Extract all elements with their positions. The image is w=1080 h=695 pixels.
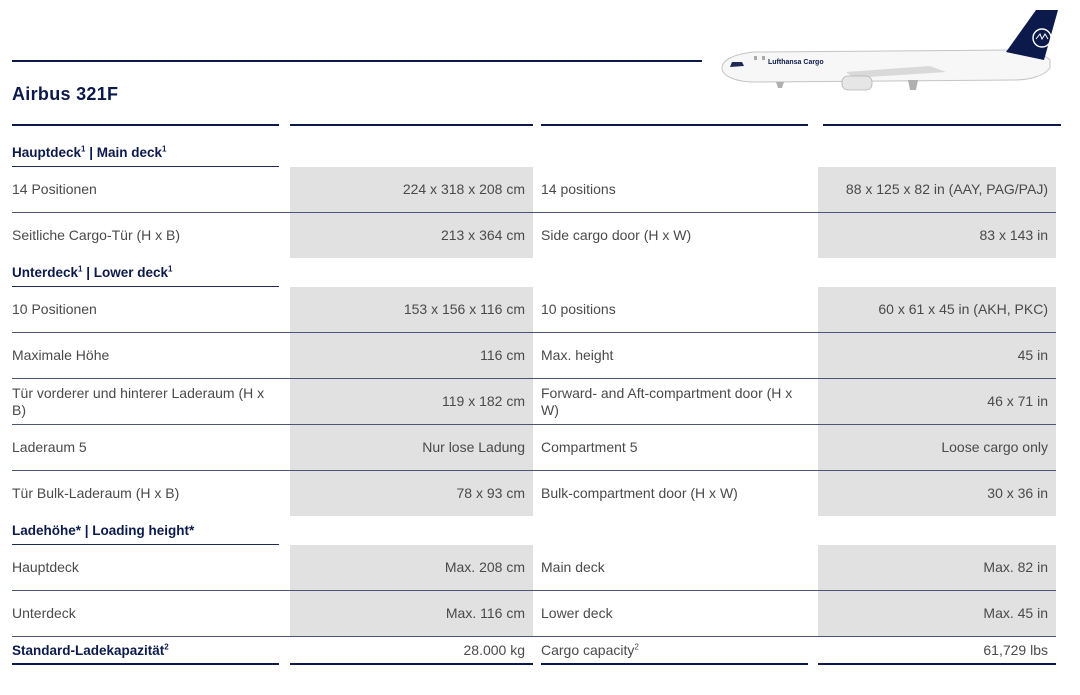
section-lower-deck xyxy=(12,258,1056,287)
value-metric: 78 x 93 cm xyxy=(290,471,533,516)
capacity-label-en: Cargo capacity$^2$ xyxy=(541,637,808,665)
capacity-imperial: 61,729 lbs xyxy=(818,637,1056,665)
table-row xyxy=(12,287,1056,333)
value-metric: 153 x 156 x 116 cm xyxy=(290,287,533,333)
section-heading: Ladehöhe* | Loading height* xyxy=(12,516,279,545)
table-row xyxy=(12,379,1056,425)
capacity-row xyxy=(12,637,1056,665)
specs-table xyxy=(12,138,1056,665)
column-rule-1 xyxy=(12,124,279,126)
value-imperial: Max. 45 in xyxy=(818,591,1056,637)
table-row xyxy=(12,545,1056,591)
value-imperial: 45 in xyxy=(818,333,1056,379)
page-title: Airbus 321F xyxy=(12,84,119,104)
label-en: 10 positions xyxy=(541,287,808,333)
label-en: Forward- and Aft-compartment door (H x W) xyxy=(541,379,808,425)
column-rule-3 xyxy=(541,124,808,126)
section-heading: Unterdeck$^1$ | Lower deck$^1$ xyxy=(12,258,279,287)
label-en: 14 positions xyxy=(541,167,808,213)
section-loading-height xyxy=(12,516,1056,545)
value-metric: 224 x 318 x 208 cm xyxy=(290,167,533,213)
value-imperial: 30 x 36 in xyxy=(818,471,1056,516)
label-de: 14 Positionen xyxy=(12,167,279,213)
value-metric: Nur lose Ladung xyxy=(290,425,533,471)
table-row xyxy=(12,167,1056,213)
value-metric: 213 x 364 cm xyxy=(290,213,533,258)
value-imperial: 88 x 125 x 82 in (AAY, PAG/PAJ) xyxy=(818,167,1056,213)
label-de: Tür Bulk-Laderaum (H x B) xyxy=(12,485,180,501)
column-rule-4 xyxy=(823,124,1061,126)
table-row xyxy=(12,591,1056,637)
label-en: Side cargo door (H x W) xyxy=(541,227,692,243)
label-de: 10 Positionen xyxy=(12,287,279,333)
label-de: Tür vorderer und hinterer Laderaum (H x B) xyxy=(12,379,279,425)
section-heading: Hauptdeck$^1$ | Main deck$^1$ xyxy=(12,138,279,167)
label-en: Bulk-compartment door (H x W) xyxy=(541,485,738,501)
value-metric: 116 cm xyxy=(290,333,533,379)
label-de: Maximale Höhe xyxy=(12,333,279,379)
label-en: Lower deck xyxy=(541,591,808,637)
label-en: Max. height xyxy=(541,333,808,379)
table-row xyxy=(12,333,1056,379)
capacity-metric: 28.000 kg xyxy=(290,637,533,665)
value-imperial: Max. 82 in xyxy=(818,545,1056,591)
aircraft-image xyxy=(714,6,1066,102)
value-imperial: 83 x 143 in xyxy=(818,213,1056,258)
value-imperial: 60 x 61 x 45 in (AKH, PKC) xyxy=(818,287,1056,333)
table-row xyxy=(12,471,1056,516)
value-imperial: Loose cargo only xyxy=(818,425,1056,471)
table-row xyxy=(12,213,1056,258)
column-rule-2 xyxy=(290,124,533,126)
value-metric: Max. 208 cm xyxy=(290,545,533,591)
capacity-label-de: Standard-Ladekapazität$^2$ xyxy=(12,637,279,665)
value-imperial: 46 x 71 in xyxy=(818,379,1056,425)
value-metric: Max. 116 cm xyxy=(290,591,533,637)
value-metric: 119 x 182 cm xyxy=(290,379,533,425)
label-de: Unterdeck xyxy=(12,591,279,637)
table-row xyxy=(12,425,1056,471)
label-de: Hauptdeck xyxy=(12,545,279,591)
section-main-deck xyxy=(12,138,1056,167)
airline-logo-text: Lufthansa Cargo xyxy=(768,59,824,66)
title-rule xyxy=(12,60,702,62)
label-en: Compartment 5 xyxy=(541,425,808,471)
label-en: Main deck xyxy=(541,545,808,591)
label-de: Laderaum 5 xyxy=(12,425,279,471)
label-de: Seitliche Cargo-Tür (H x B) xyxy=(12,227,181,243)
